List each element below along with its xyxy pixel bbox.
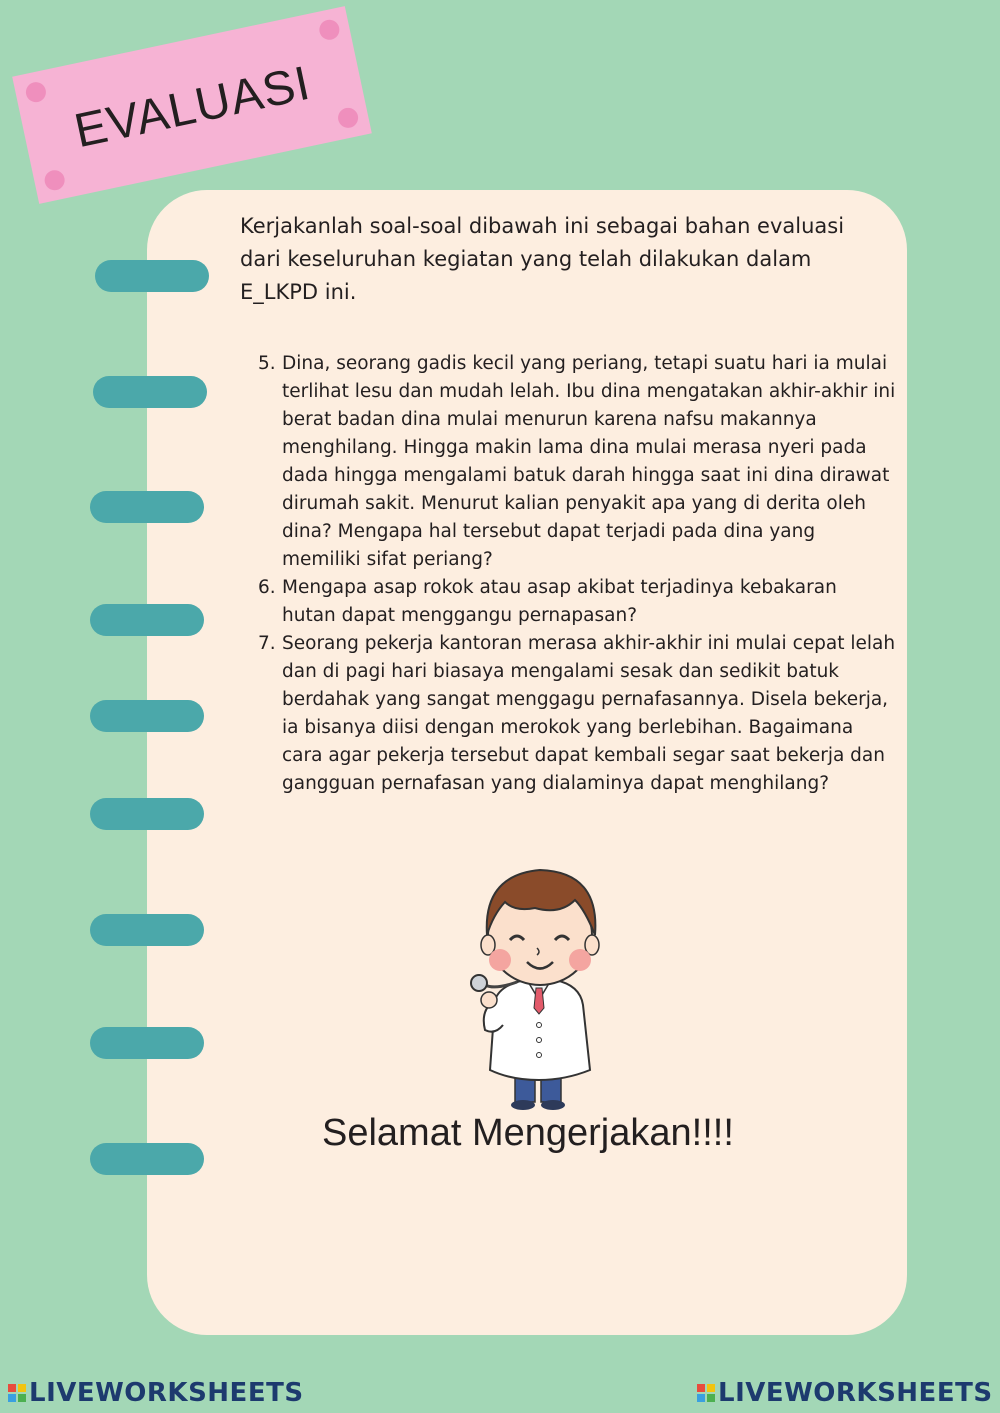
question-text: Mengapa asap rokok atau asap akibat terjadinya kebakaran hutan dapat menggangu pernapasan? (282, 577, 837, 626)
binder-ring (93, 376, 207, 408)
binder-ring (90, 1143, 204, 1175)
closing-message: Selamat Mengerjakan!!!! (322, 1112, 734, 1154)
binder-ring (90, 491, 204, 523)
question-number: 7. (258, 633, 276, 654)
binder-ring (90, 700, 204, 732)
question-item (256, 574, 896, 630)
binder-ring (90, 604, 204, 636)
brand-logo-right (697, 1378, 993, 1408)
tag-pin-dot (336, 106, 360, 130)
question-text: Seorang pekerja kantoran merasa akhir-akhir ini mulai cepat lelah dan di pagi hari biasaya mengalami sesak dan sedikit batuk berdahak yang sangat menggagu pernafasannya. Disela bekerja, ia bisanya diisi dengan merokok yang berlebihan. Bagaimana cara agar pekerja tersebut dapat kembali segar saat bekerja dan gangguan pernafasan yang dialaminya dapat menghilang? (282, 633, 896, 794)
tag-pin-dot (43, 168, 67, 192)
liveworksheets-icon (8, 1384, 26, 1402)
page-title: EVALUASI (70, 56, 316, 159)
brand-name: LIVEWORKSHEETS (718, 1378, 993, 1408)
binder-ring (90, 1027, 204, 1059)
question-list (256, 350, 896, 798)
title-tag (12, 6, 372, 204)
question-item (256, 350, 896, 574)
question-text: Dina, seorang gadis kecil yang periang, tetapi suatu hari ia mulai terlihat lesu dan mudah lelah. Ibu dina mengatakan akhir-akhir ini berat badan dina mulai menurun karena nafsu makannya menghilang. Hingga makin lama dina mulai merasa nyeri pada dada hingga mengalami batuk darah hingga saat ini dina dirawat dirumah sakit. Menurut kalian penyakit apa yang di derita oleh dina? Mengapa hal tersebut dapat terjadi pada dina yang memiliki sifat periang? (282, 353, 896, 570)
brand-name: LIVEWORKSHEETS (29, 1378, 304, 1408)
question-number: 5. (258, 353, 276, 374)
question-number: 6. (258, 577, 276, 598)
binder-ring (95, 260, 209, 292)
question-item (256, 630, 896, 798)
binder-ring (90, 798, 204, 830)
instructions-text: Kerjakanlah soal-soal dibawah ini sebagai bahan evaluasi dari keseluruhan kegiatan yang telah dilakukan dalam E_LKPD ini. (240, 214, 845, 304)
tag-pin-dot (318, 18, 342, 42)
brand-logo-left (8, 1378, 304, 1408)
tag-pin-dot (24, 80, 48, 104)
binder-ring (90, 914, 204, 946)
doctor-illustration (455, 840, 625, 1115)
liveworksheets-icon (697, 1384, 715, 1402)
